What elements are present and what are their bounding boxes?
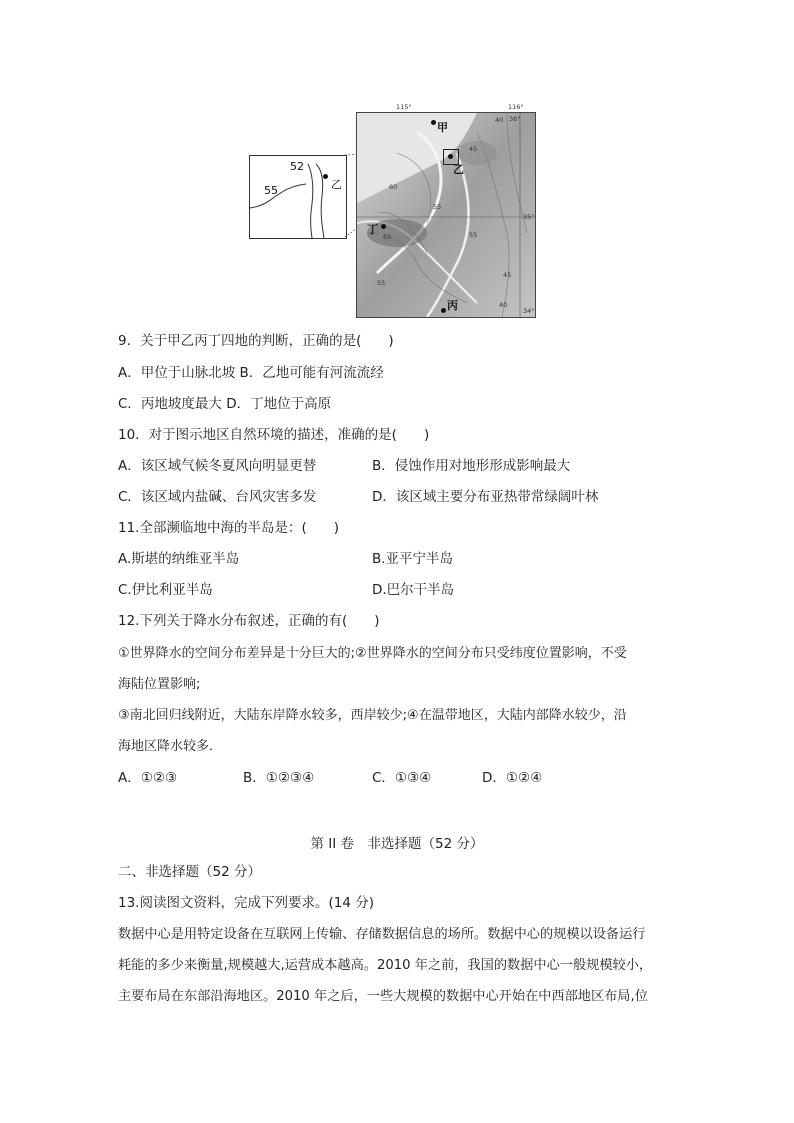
question-12-statement: 海陆位置影响; — [118, 677, 201, 692]
question-10-option-a: A．该区域气候冬夏风向明显更替 — [118, 458, 317, 474]
contour-value: 55 — [377, 279, 386, 287]
place-point-yi — [448, 154, 453, 159]
question-10-option-b: B．侵蚀作用对地形形成影响最大 — [372, 458, 571, 474]
contour-value: 45 — [503, 271, 512, 279]
question-13-text: 耗能的多少来衡量,规模越大,运营成本越高。2010 年之前，我国的数据中心一般规模较小， — [118, 958, 653, 973]
question-10-stem: 10．对于图示地区自然环境的描述，准确的是( ) — [118, 427, 430, 443]
section-title: 第 II 卷 非选择题（52 分） — [310, 836, 484, 852]
question-11-option-a: A.斯堪的纳维亚半岛 — [118, 551, 240, 567]
contour-value: 40 — [495, 116, 504, 124]
question-12-option-a: A．①②③ — [118, 770, 178, 786]
contour-value: 55 — [433, 203, 442, 211]
inset-contour-label: 52 — [290, 160, 304, 173]
question-12-statement: 海地区降水较多． — [118, 739, 223, 754]
place-label-jia: 甲 — [437, 121, 448, 134]
latitude-label: 36° — [509, 115, 521, 123]
inset-place-label: 乙 — [331, 178, 342, 191]
section-heading: 二、非选择题（52 分） — [118, 864, 261, 880]
contour-value: 55 — [469, 231, 478, 239]
place-label-ding: 丁 — [367, 223, 378, 236]
latitude-label: 34° — [523, 307, 535, 315]
question-12-statement: ③南北回归线附近，大陆东岸降水较多，西岸较少;④在温带地区，大陆内部降水较少，沿 — [118, 708, 627, 723]
question-12-statement: ①世界降水的空间分布差异是十分巨大的;②世界降水的空间分布只受纬度位置影响，不受 — [118, 646, 627, 661]
question-10-option-c: C．该区域内盐碱、台风灾害多发 — [118, 489, 317, 505]
contour-value: 45 — [469, 145, 478, 153]
relief-map — [356, 112, 536, 318]
question-11-option-d: D.巴尔干半岛 — [372, 582, 455, 598]
question-13-text: 数据中心是用特定设备在互联网上传输、存储数据信息的场所。数据中心的规模以设备运行 — [118, 927, 646, 942]
contour-value: 40 — [499, 301, 508, 309]
longitude-label: 116° — [508, 103, 524, 111]
question-13-stem: 13.阅读图文资料，完成下列要求。(14 分) — [118, 895, 374, 911]
place-point-bing — [441, 308, 446, 313]
inset-contour-label: 55 — [264, 184, 278, 197]
question-12-option-d: D．①②④ — [482, 770, 543, 786]
place-point-jia — [431, 120, 436, 125]
question-10-option-d: D．该区域主要分布亚热带常绿阔叶林 — [372, 489, 599, 505]
place-point-ding — [381, 224, 386, 229]
latitude-label: 35° — [523, 213, 535, 221]
question-9-options-ab: A．甲位于山脉北坡 B．乙地可能有河流流经 — [118, 365, 384, 381]
question-11-stem: 11.全部濒临地中海的半岛是：( ) — [118, 520, 340, 536]
contour-value: 60 — [389, 183, 398, 191]
question-12-option-b: B．①②③④ — [243, 770, 315, 786]
question-9-stem: 9．关于甲乙丙丁四地的判断，正确的是( ) — [118, 333, 394, 349]
question-9-options-cd: C．丙地坡度最大 D．丁地位于高原 — [118, 396, 332, 412]
question-11-option-c: C.伊比利亚半岛 — [118, 582, 213, 598]
question-13-text: 主要布局在东部沿海地区。2010 年之后，一些大规模的数据中心开始在中西部地区布局,位 — [118, 989, 648, 1004]
place-label-bing: 丙 — [447, 299, 458, 312]
question-12-option-c: C．①③④ — [372, 770, 432, 786]
question-12-stem: 12.下列关于降水分布叙述，正确的有( ) — [118, 613, 380, 629]
question-11-option-b: B.亚平宁半岛 — [372, 551, 454, 567]
longitude-label: 115° — [396, 103, 412, 111]
contour-value: 65 — [383, 233, 392, 241]
place-label-yi: 乙 — [453, 163, 464, 176]
